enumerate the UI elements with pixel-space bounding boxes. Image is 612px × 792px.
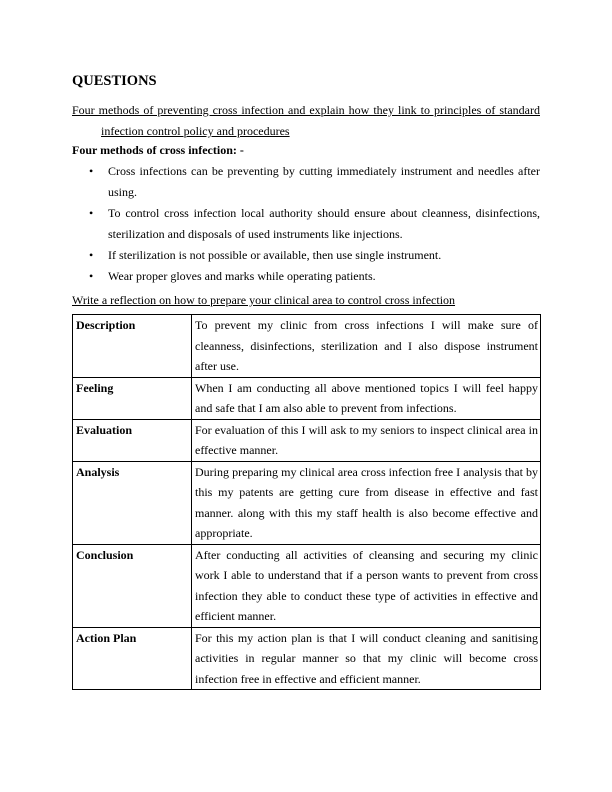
list-item: • Wear proper gloves and marks while operating patients.	[72, 266, 540, 287]
row-text: When I am conducting all above mentioned topics I will feel happy and safe that I am also able to prevent from infections.	[192, 377, 541, 419]
row-text: During preparing my clinical area cross infection free I analysis that by this my patents are getting cure from disease in effective and fast manner. along with this my staff health is also become effective and appropriate.	[192, 461, 541, 544]
row-label: Description	[73, 315, 192, 378]
row-text: After conducting all activities of cleansing and securing my clinic work I able to understand that if a person wants to prevent from cross infection they able to conduct these type of activities in effective and efficient manner.	[192, 544, 541, 627]
list-item: • To control cross infection local authority should ensure about cleanness, disinfections, sterilization and disposals of used instruments like injections.	[72, 203, 540, 245]
table-row	[73, 419, 541, 461]
question-heading-line-1: Four methods of preventing cross infection and explain how they link to principles of standard	[72, 103, 540, 117]
methods-list	[72, 161, 540, 287]
table-row	[73, 377, 541, 419]
row-label: Conclusion	[73, 544, 192, 627]
row-label: Feeling	[73, 377, 192, 419]
table-row	[73, 627, 541, 690]
row-label: Action Plan	[73, 627, 192, 690]
list-item: • If sterilization is not possible or available, then use single instrument.	[72, 245, 540, 266]
row-label: Evaluation	[73, 419, 192, 461]
row-label: Analysis	[73, 461, 192, 544]
row-text: For evaluation of this I will ask to my seniors to inspect clinical area in effective manner.	[192, 419, 541, 461]
question-heading	[72, 100, 540, 142]
page-title: QUESTIONS	[72, 73, 157, 89]
row-text: To prevent my clinic from cross infections I will make sure of cleanness, disinfections, sterilization and I also dispose instrument after use.	[192, 315, 541, 378]
list-item: • Cross infections can be preventing by cutting immediately instrument and needles after using.	[72, 161, 540, 203]
reflection-heading: Write a reflection on how to prepare your clinical area to control cross infection	[72, 293, 456, 307]
question-heading-line-2: infection control policy and procedures	[101, 124, 290, 138]
table-row	[73, 461, 541, 544]
reflection-table	[72, 314, 541, 690]
methods-heading: Four methods of cross infection: -	[72, 143, 244, 157]
table-row	[73, 315, 541, 378]
row-text: For this my action plan is that I will conduct cleaning and sanitising activities in regular manner so that my clinic will become cross infection free in effective and efficient manner.	[192, 627, 541, 690]
table-row	[73, 544, 541, 627]
